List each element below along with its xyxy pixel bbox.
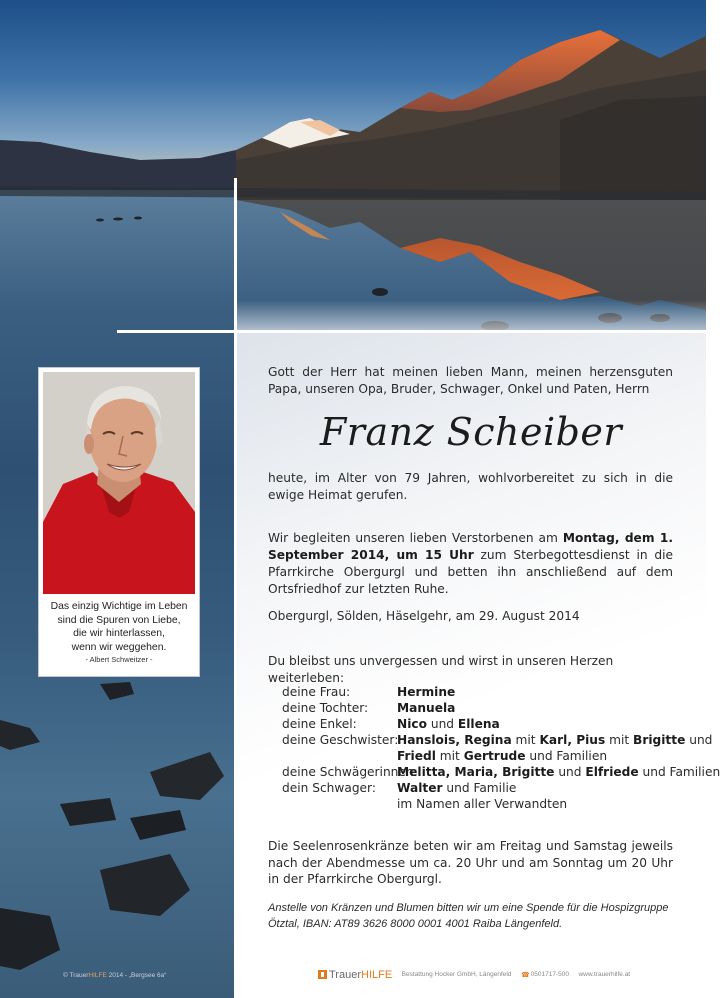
phone-icon: ☎ — [520, 971, 530, 979]
footer-brand: Trauer — [329, 968, 361, 981]
remembrance-text: Du bleibst uns unvergessen und wirst in unseren Herzen weiterleben: — [268, 654, 614, 685]
relative-name: Karl, Pius — [539, 733, 606, 747]
footer-company: Bestattung Hocker GmbH, Längenfeld — [401, 971, 512, 979]
relation-label: deine Geschwister: — [282, 733, 399, 747]
family-row-sisters-in-law — [282, 764, 720, 780]
copyright-suffix: 2014 - „Bergsee 6a“ — [108, 972, 167, 979]
lake-stones — [0, 680, 236, 998]
quote-block — [39, 600, 199, 666]
age-text: heute, im Alter von 79 Jahren, wohlvorbereitet zu sich in die ewige Heimat gerufen. — [268, 471, 673, 502]
family-row-brother-in-law — [282, 780, 682, 796]
relation-label: deine Tochter: — [282, 701, 369, 715]
copyright-brand: HILFE — [88, 972, 107, 979]
relative-name: Ellena — [457, 717, 500, 731]
portrait-photo — [43, 372, 195, 594]
family-row-daughter — [282, 700, 682, 716]
intro-text: Gott der Herr hat meinen lieben Mann, meinen herzensguten Papa, unseren Opa, Bruder, Schwager, Onkel und Paten, Herrn — [268, 365, 673, 396]
relative-name: Hermine — [397, 685, 456, 699]
family-row-siblings — [282, 732, 713, 748]
relative-name: Gertrude — [463, 749, 526, 763]
photo-copyright — [63, 972, 166, 979]
relative-name: Friedl — [397, 749, 436, 763]
relative-name: Nico — [397, 717, 427, 731]
relation-label: deine Schwägerinnen: — [282, 765, 418, 779]
quote-line-3: die wir hinterlassen, — [73, 628, 165, 640]
connector: und Familien — [529, 749, 608, 763]
relative-name: Manuela — [397, 701, 456, 715]
connector: und — [558, 765, 582, 779]
rosary-text: Die Seelenrosenkränze beten wir am Freitag und Samstag jeweils nach der Abendmesse um ca. 20 Uhr und am Sonntag um 20 Uhr in der Pfarrkirche Obergurgl. — [268, 839, 673, 886]
place-date: Obergurgl, Sölden, Häselgehr, am 29. August 2014 — [268, 609, 580, 623]
family-list — [282, 684, 720, 812]
footer-web[interactable]: www.trauerhilfe.at — [578, 971, 631, 979]
connector: mit — [439, 749, 460, 763]
connector: und — [689, 733, 713, 747]
deceased-name: Franz Scheiber — [319, 410, 623, 454]
quote-line-1: Das einzig Wichtige im Leben — [50, 601, 188, 612]
connector: mit — [515, 733, 536, 747]
mountain-range — [0, 0, 706, 340]
connector: und Familie — [446, 781, 517, 795]
family-row-siblings-cont — [282, 748, 682, 764]
relation-label: dein Schwager: — [282, 781, 376, 795]
relative-name: Elfriede — [585, 765, 639, 779]
funeral-pre: Wir begleiten unseren lieben Verstorbenen am — [268, 531, 558, 545]
relation-label: deine Frau: — [282, 685, 351, 699]
family-row-grandchildren — [282, 716, 682, 732]
relative-name: Brigitte — [633, 733, 686, 747]
footer — [318, 966, 630, 980]
person-portrait-illustration — [43, 372, 195, 594]
relative-name: Walter — [397, 781, 443, 795]
funeral-text — [268, 530, 673, 598]
footer-brand-hilfe: HILFE — [361, 968, 393, 981]
relative-name: Melitta, Maria, Brigitte — [397, 765, 555, 779]
copyright-prefix: © Trauer — [63, 972, 89, 979]
cross-horizontal-bar — [117, 330, 706, 333]
all-relatives: im Namen aller Verwandten — [397, 797, 568, 811]
footer-phone: 0501717-500 — [530, 971, 569, 979]
family-row-all-relatives — [282, 796, 682, 812]
quote-line-2: sind die Spuren von Liebe, — [57, 614, 181, 626]
quote-line-4: wenn wir weggehen. — [71, 641, 167, 653]
funeral-date: Montag, dem 1. September 2014, um 15 Uhr — [268, 531, 673, 562]
cross-vertical-bar — [234, 178, 237, 998]
funeral-post: zum Sterbegottesdienst in die Pfarrkirche Obergurgl und betten ihn anschließend auf dem Ortsfriedhof zur letzten Ruhe. — [268, 548, 673, 596]
relative-name: Hanslois, Regina — [397, 733, 512, 747]
quote-author: - Albert Schweitzer - — [85, 655, 153, 665]
connector: und Familien — [642, 765, 720, 779]
donation-text: Anstelle von Kränzen und Blumen bitten wir um eine Spende für die Hospizgruppe Ötztal, IBAN: AT89 3626 8000 0001 4001 Raiba Längenfeld. — [268, 902, 669, 930]
portrait-card — [38, 367, 200, 677]
trauerhilfe-logo-icon — [318, 970, 327, 979]
relation-label: deine Enkel: — [282, 717, 357, 731]
connector: mit — [609, 733, 630, 747]
connector: und — [430, 717, 455, 731]
family-row-wife — [282, 684, 682, 700]
